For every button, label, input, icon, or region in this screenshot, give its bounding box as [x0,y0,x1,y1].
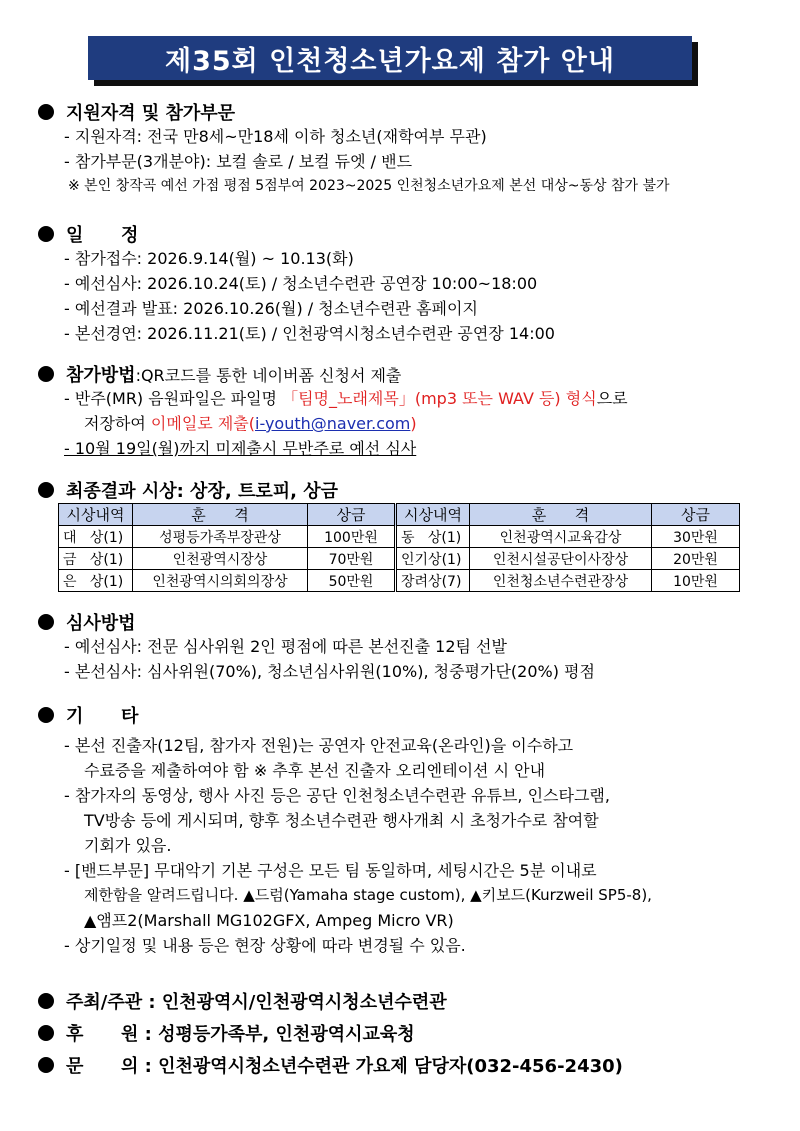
table-cell: 10만원 [652,570,740,592]
table-header: 훈 격 [470,504,652,526]
etc-line: 수료증을 제출하여야 함 ※ 추후 본선 진출자 오리엔테이션 시 안내 [84,761,546,780]
schedule-item: - 본선경연: 2026.11.21(토) / 인천광역시청소년수련관 공연장 14:00 [64,324,555,343]
awards-heading: 최종결과 시상: 상장, 트로피, 상금 [66,481,338,502]
section-eligibility [38,100,670,198]
table-cell: 100만원 [308,526,396,548]
table-row [59,570,740,592]
table-row [59,526,740,548]
section-heading [38,362,628,386]
method-text: 저장하여 [84,414,151,433]
section-awards [38,478,338,502]
section-heading [38,703,652,727]
method-text: 으로 [596,389,628,408]
method-heading-rest: :QR코드를 통한 네이버폼 신청서 제출 [135,365,402,385]
section-schedule [38,222,555,346]
table-cell: 성평등가족부장관상 [133,526,308,548]
method-highlight: ) [410,414,417,433]
table-cell: 인천청소년수련관장상 [470,570,652,592]
table-cell: 인천광역시장상 [133,548,308,570]
method-line-2 [38,411,628,436]
host-line [38,988,447,1014]
etc-line: TV방송 등에 게시되며, 향후 청소년수련관 행사개최 시 초청가수로 참여할 [84,811,599,830]
table-cell: 30만원 [652,526,740,548]
method-highlight: 이메일로 제출( [150,414,255,433]
etc-line: - 상기일정 및 내용 등은 현장 상황에 따라 변경될 수 있음. [64,936,466,955]
table-cell: 20만원 [652,548,740,570]
judging-heading: 심사방법 [66,613,136,634]
method-line-1 [38,386,628,411]
section-method [38,362,628,461]
schedule-item: - 예선결과 발표: 2026.10.26(월) / 청소년수련관 홈페이지 [64,299,478,318]
etc-line: 제한함을 알려드립니다. ▲드럼(Yamaha stage custom), ▲키보드(Kurzweil SP5-8), [84,886,652,904]
bullet-icon [38,707,54,723]
table-cell: 50만원 [308,570,396,592]
email-link[interactable]: i-youth@naver.com [255,414,411,433]
table-cell: 은 상(1) [59,570,133,592]
bullet-icon [38,1057,54,1073]
section-etc [38,703,652,958]
eligibility-item: - 지원자격: 전국 만8세~만18세 이하 청소년(재학여부 무관) [64,127,487,146]
table-header: 상금 [652,504,740,526]
eligibility-heading: 지원자격 및 참가부문 [66,103,236,124]
section-judging [38,610,595,684]
bullet-icon [38,614,54,630]
sponsor-line [38,1020,415,1046]
etc-line: - [밴드부문] 무대악기 기본 구성은 모든 팀 동일하며, 세팅시간은 5분 이내로 [64,861,597,880]
table-cell: 인천광역시의회의장상 [133,570,308,592]
eligibility-item: - 참가부문(3개분야): 보컬 솔로 / 보컬 듀엣 / 밴드 [64,152,413,171]
table-cell: 대 상(1) [59,526,133,548]
inquiry-line [38,1052,623,1078]
inquiry-text: 문 의 : 인천광역시청소년수련관 가요제 담당자(032-456-2430) [66,1056,623,1077]
etc-line: - 참가자의 동영상, 행사 사진 등은 공단 인천청소년수련관 유튜브, 인스타그램, [64,786,610,805]
bullet-icon [38,366,54,382]
etc-line: 기회가 있음. [84,836,172,855]
sponsor-text: 후 원 : 성평등가족부, 인천광역시교육청 [66,1024,415,1045]
table-header: 상금 [308,504,396,526]
section-heading [38,100,670,124]
schedule-item: - 참가접수: 2026.9.14(월) ~ 10.13(화) [64,249,354,268]
section-heading [38,610,595,634]
schedule-heading: 일 정 [66,225,139,246]
table-cell: 인기상(1) [396,548,470,570]
judging-item: - 예선심사: 전문 심사위원 2인 평점에 따른 본선진출 12팀 선발 [64,637,507,656]
table-header: 시상내역 [59,504,133,526]
method-line-3 [38,436,628,461]
method-highlight: 「팀명_노래제목」(mp3 또는 WAV 등) 형식 [282,389,597,408]
method-heading: 참가방법 [66,365,136,386]
method-deadline: - 10월 19일(월)까지 미제출시 무반주로 예선 심사 [64,439,417,458]
table-row [59,548,740,570]
eligibility-note: ※ 본인 창작곡 예선 가점 평점 5점부여 2023~2025 인천청소년가요제 본선 대상~동상 참가 불가 [68,178,670,194]
table-cell: 장려상(7) [396,570,470,592]
etc-line: ▲앰프2(Marshall MG102GFX, Ampeg Micro VR) [84,911,454,930]
page-title: 제35회 인천청소년가요제 참가 안내 [88,36,692,80]
table-cell: 금 상(1) [59,548,133,570]
table-header-row [59,504,740,526]
table-cell: 인천광역시교육감상 [470,526,652,548]
judging-item: - 본선심사: 심사위원(70%), 청소년심사위원(10%), 청중평가단(20%) 평점 [64,662,595,681]
section-heading [38,222,555,246]
table-cell: 70만원 [308,548,396,570]
method-text: - 반주(MR) 음원파일은 파일명 [64,389,283,408]
table-cell: 동 상(1) [396,526,470,548]
bullet-icon [38,482,54,498]
table-header: 시상내역 [396,504,470,526]
awards-table [58,503,740,592]
host-text: 주최/주관 : 인천광역시/인천광역시청소년수련관 [66,992,447,1013]
table-cell: 인천시설공단이사장상 [470,548,652,570]
bullet-icon [38,226,54,242]
section-heading [38,478,338,502]
table-header: 훈 격 [133,504,308,526]
etc-heading: 기 타 [66,706,139,727]
bullet-icon [38,104,54,120]
schedule-item: - 예선심사: 2026.10.24(토) / 청소년수련관 공연장 10:00~18:00 [64,274,538,293]
bullet-icon [38,993,54,1009]
bullet-icon [38,1025,54,1041]
etc-line: - 본선 진출자(12팀, 참가자 전원)는 공연자 안전교육(온라인)을 이수하고 [64,736,574,755]
title-banner [88,36,700,86]
